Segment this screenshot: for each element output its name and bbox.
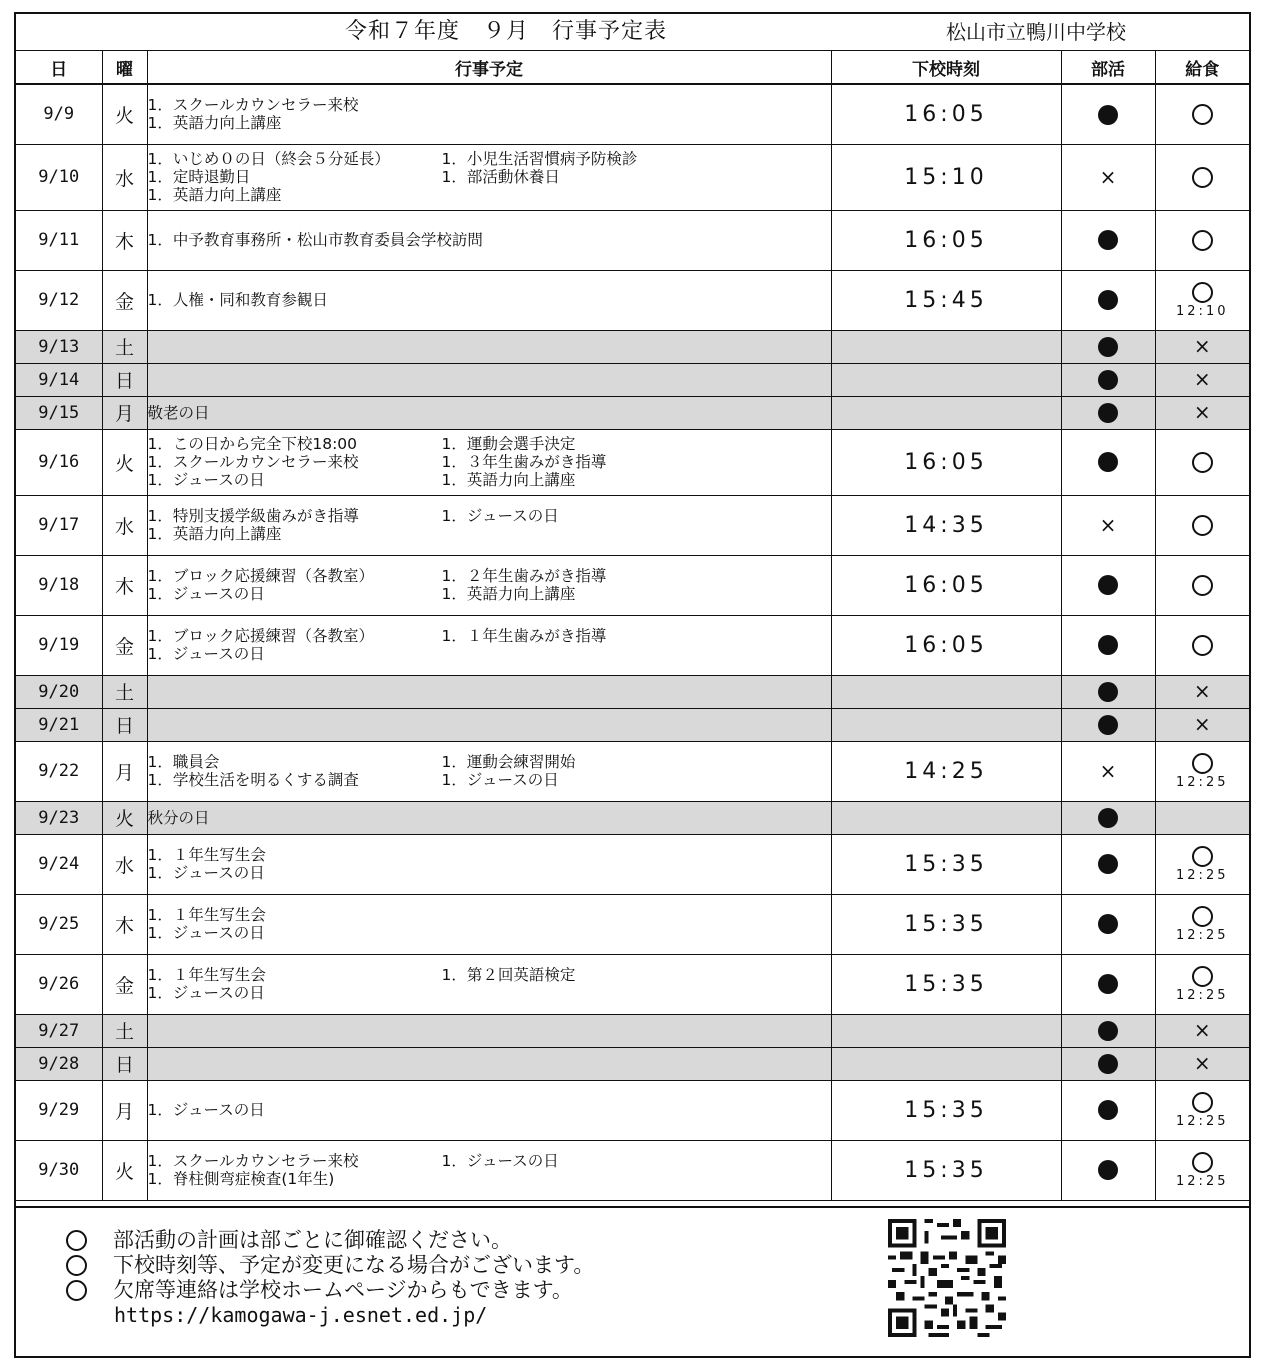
- open-circle-icon: [1192, 104, 1213, 125]
- club-cell: [1061, 1080, 1155, 1140]
- event-item: 1．３年生歯みがき指導: [441, 453, 607, 471]
- club-cell: [1061, 363, 1155, 396]
- event-item: 1．ブロック応援練習（各教室）: [147, 627, 375, 645]
- events-cell: [147, 144, 831, 210]
- filled-circle-icon: [1098, 854, 1118, 874]
- date-cell: 9/25: [16, 894, 102, 954]
- table-row: [16, 495, 1249, 555]
- date-cell: 9/18: [16, 555, 102, 615]
- lunch-time: 12:25: [1176, 928, 1229, 943]
- filled-circle-icon: [1098, 808, 1118, 828]
- event-column: [442, 627, 607, 663]
- date-cell: 9/10: [16, 144, 102, 210]
- filled-circle-icon: [1098, 635, 1118, 655]
- lunch-cell: [1155, 555, 1249, 615]
- notes: [66, 1228, 594, 1328]
- event-column: [148, 627, 398, 663]
- events-cell: [147, 1080, 831, 1140]
- weekday-cell: 金: [102, 270, 147, 330]
- table-row: [16, 396, 1249, 429]
- weekday-cell: 水: [102, 144, 147, 210]
- table-row: [16, 1014, 1249, 1047]
- open-circle-icon: [1192, 167, 1213, 188]
- col-events: 行事予定: [147, 51, 831, 85]
- club-cell: [1061, 210, 1155, 270]
- dismissal-time: 16:05: [831, 210, 1061, 270]
- lunch-cell: [1155, 1047, 1249, 1080]
- dismissal-time: 14:25: [831, 741, 1061, 801]
- event-item: 1．英語力向上講座: [441, 585, 576, 603]
- note-item: 下校時刻等、予定が変更になる場合がございます。: [66, 1253, 594, 1278]
- table-row: [16, 708, 1249, 741]
- event-column: [148, 906, 266, 942]
- event-item: 1．英語力向上講座: [441, 471, 576, 489]
- table-row: [16, 894, 1249, 954]
- date-cell: 9/15: [16, 396, 102, 429]
- lunch-cell: [1155, 708, 1249, 741]
- date-cell: 9/26: [16, 954, 102, 1014]
- filled-circle-icon: [1098, 575, 1118, 595]
- open-circle-icon: [1192, 1152, 1213, 1173]
- dismissal-time: [831, 1014, 1061, 1047]
- open-circle-icon: [1192, 753, 1213, 774]
- dismissal-time: [831, 396, 1061, 429]
- weekday-cell: 土: [102, 675, 147, 708]
- events-cell: [147, 396, 831, 429]
- table-row: [16, 801, 1249, 834]
- filled-circle-icon: [1098, 1160, 1118, 1180]
- event-column: [148, 753, 398, 789]
- schedule-rows: [16, 84, 1249, 1200]
- note-item: 部活動の計画は部ごとに御確認ください。: [66, 1228, 594, 1253]
- note-item: 欠席等連絡は学校ホームページからもできます。: [66, 1278, 594, 1303]
- dismissal-time: [831, 330, 1061, 363]
- event-item: 1．ジュースの日: [441, 1152, 559, 1170]
- event-item: 1．１年生写生会: [147, 906, 266, 924]
- event-column: [442, 1152, 559, 1188]
- event-column: [148, 809, 210, 827]
- lunch-time: 12:25: [1176, 1174, 1229, 1189]
- lunch-cell: [1155, 954, 1249, 1014]
- open-circle-icon: [1192, 966, 1213, 987]
- table-row: [16, 1080, 1249, 1140]
- date-cell: 9/14: [16, 363, 102, 396]
- table-row: [16, 1047, 1249, 1080]
- open-circle-icon: [1192, 575, 1213, 596]
- club-cell: [1061, 615, 1155, 675]
- date-cell: 9/13: [16, 330, 102, 363]
- dismissal-time: 15:35: [831, 1140, 1061, 1200]
- dismissal-time: 15:45: [831, 270, 1061, 330]
- header-row: [16, 51, 1249, 85]
- date-cell: 9/27: [16, 1014, 102, 1047]
- event-item: 1．１年生写生会: [147, 966, 266, 984]
- dismissal-time: 15:10: [831, 144, 1061, 210]
- events-cell: [147, 270, 831, 330]
- weekday-cell: 木: [102, 555, 147, 615]
- event-column: [148, 150, 398, 204]
- table-row: [16, 555, 1249, 615]
- date-cell: 9/21: [16, 708, 102, 741]
- col-dismissal: 下校時刻: [831, 51, 1061, 85]
- filled-circle-icon: [1098, 230, 1118, 250]
- schedule-table: [16, 50, 1249, 1201]
- date-cell: 9/11: [16, 210, 102, 270]
- event-item: 1．１年生写生会: [147, 846, 266, 864]
- lunch-cell: [1155, 330, 1249, 363]
- dismissal-time: 14:35: [831, 495, 1061, 555]
- event-item: 1．英語力向上講座: [147, 525, 282, 543]
- event-column: [148, 231, 483, 249]
- club-cell: [1061, 675, 1155, 708]
- filled-circle-icon: [1098, 403, 1118, 423]
- weekday-cell: 土: [102, 1014, 147, 1047]
- weekday-cell: 木: [102, 894, 147, 954]
- filled-circle-icon: [1098, 452, 1118, 472]
- event-column: [442, 150, 638, 204]
- date-cell: 9/22: [16, 741, 102, 801]
- event-column: [148, 1152, 398, 1188]
- cross-icon: ×: [1099, 758, 1117, 783]
- qr-code-icon[interactable]: [888, 1214, 1006, 1342]
- lunch-cell: [1155, 894, 1249, 954]
- lunch-cell: [1155, 1014, 1249, 1047]
- events-cell: [147, 1047, 831, 1080]
- events-cell: [147, 801, 831, 834]
- club-cell: [1061, 1140, 1155, 1200]
- cross-icon: ×: [1193, 679, 1211, 703]
- dismissal-time: 16:05: [831, 429, 1061, 495]
- lunch-time: 12:25: [1176, 868, 1229, 883]
- open-circle-icon: [1192, 230, 1213, 251]
- event-column: [442, 753, 576, 789]
- dismissal-time: 15:35: [831, 1080, 1061, 1140]
- date-cell: 9/30: [16, 1140, 102, 1200]
- event-item: 敬老の日: [147, 403, 210, 422]
- event-item: 1．ジュースの日: [147, 984, 265, 1002]
- club-cell: [1061, 144, 1155, 210]
- event-item: 1．ジュースの日: [147, 864, 265, 882]
- open-circle-icon: [1192, 515, 1213, 536]
- events-cell: [147, 555, 831, 615]
- table-row: [16, 429, 1249, 495]
- circle-bullet-icon: [66, 1255, 87, 1276]
- filled-circle-icon: [1098, 105, 1118, 125]
- event-column: [148, 966, 398, 1002]
- lunch-cell: [1155, 429, 1249, 495]
- events-cell: [147, 495, 831, 555]
- event-item: 1．スクールカウンセラー来校: [147, 453, 359, 471]
- event-item: 秋分の日: [147, 808, 210, 827]
- event-item: 1．運動会練習開始: [441, 753, 576, 771]
- events-cell: [147, 954, 831, 1014]
- events-cell: [147, 675, 831, 708]
- filled-circle-icon: [1098, 1100, 1118, 1120]
- lunch-cell: [1155, 144, 1249, 210]
- lunch-cell: [1155, 741, 1249, 801]
- club-cell: [1061, 555, 1155, 615]
- cross-icon: ×: [1099, 512, 1117, 537]
- school-name: 松山市立鴨川中学校: [946, 20, 1126, 44]
- club-cell: [1061, 708, 1155, 741]
- event-item: 1．いじめ０の日（終会５分延長）: [147, 150, 390, 168]
- cross-icon: ×: [1193, 1018, 1211, 1042]
- event-item: 1．中予教育事務所・松山市教育委員会学校訪問: [147, 231, 483, 249]
- club-cell: [1061, 270, 1155, 330]
- lunch-cell: [1155, 1080, 1249, 1140]
- event-item: 1．英語力向上講座: [147, 186, 282, 204]
- dismissal-time: [831, 708, 1061, 741]
- event-item: 1．ジュースの日: [441, 771, 559, 789]
- event-column: [148, 404, 210, 422]
- lunch-cell: [1155, 675, 1249, 708]
- weekday-cell: 月: [102, 396, 147, 429]
- dismissal-time: [831, 675, 1061, 708]
- event-item: 1．定時退勤日: [147, 168, 251, 186]
- title-row: [16, 14, 1249, 51]
- event-column: [148, 96, 359, 132]
- table-row: [16, 84, 1249, 144]
- event-column: [442, 507, 559, 543]
- table-row: [16, 954, 1249, 1014]
- weekday-cell: 月: [102, 741, 147, 801]
- events-cell: [147, 894, 831, 954]
- date-cell: 9/20: [16, 675, 102, 708]
- events-cell: [147, 363, 831, 396]
- event-item: 1．ジュースの日: [147, 1101, 265, 1119]
- cross-icon: ×: [1193, 400, 1211, 424]
- club-cell: [1061, 495, 1155, 555]
- events-cell: [147, 1014, 831, 1047]
- open-circle-icon: [1192, 846, 1213, 867]
- lunch-cell: [1155, 84, 1249, 144]
- lunch-cell: [1155, 615, 1249, 675]
- event-item: 1．１年生歯みがき指導: [441, 627, 607, 645]
- club-cell: [1061, 741, 1155, 801]
- event-item: 1．人権・同和教育参観日: [147, 291, 328, 309]
- lunch-cell: [1155, 1140, 1249, 1200]
- weekday-cell: 月: [102, 1080, 147, 1140]
- event-item: 1．学校生活を明るくする調査: [147, 771, 359, 789]
- lunch-time: 12:25: [1176, 775, 1229, 790]
- lunch-time: 12:25: [1176, 988, 1229, 1003]
- club-cell: [1061, 954, 1155, 1014]
- club-cell: [1061, 84, 1155, 144]
- club-cell: [1061, 396, 1155, 429]
- dismissal-time: [831, 1047, 1061, 1080]
- event-item: 1．ジュースの日: [147, 585, 265, 603]
- dismissal-time: 16:05: [831, 84, 1061, 144]
- open-circle-icon: [1192, 282, 1213, 303]
- event-item: 1．この日から完全下校18:00: [147, 435, 358, 453]
- events-cell: [147, 429, 831, 495]
- col-day: 日: [16, 51, 102, 85]
- open-circle-icon: [1192, 1092, 1213, 1113]
- event-item: 1．２年生歯みがき指導: [441, 567, 607, 585]
- dismissal-time: [831, 363, 1061, 396]
- event-item: 1．ジュースの日: [441, 507, 559, 525]
- filled-circle-icon: [1098, 715, 1118, 735]
- filled-circle-icon: [1098, 914, 1118, 934]
- cross-icon: ×: [1193, 1051, 1211, 1075]
- lunch-cell: [1155, 363, 1249, 396]
- event-item: 1．部活動休養日: [441, 168, 560, 186]
- event-item: 1．ブロック応援練習（各教室）: [147, 567, 375, 585]
- event-item: 1．脊柱側弯症検査(1年生): [147, 1170, 335, 1188]
- event-item: 1．ジュースの日: [147, 471, 265, 489]
- date-cell: 9/23: [16, 801, 102, 834]
- filled-circle-icon: [1098, 370, 1118, 390]
- open-circle-icon: [1192, 452, 1213, 473]
- circle-bullet-icon: [66, 1230, 87, 1251]
- date-cell: 9/16: [16, 429, 102, 495]
- weekday-cell: 火: [102, 429, 147, 495]
- weekday-cell: 火: [102, 84, 147, 144]
- circle-bullet-icon: [66, 1280, 87, 1301]
- table-row: [16, 615, 1249, 675]
- date-cell: 9/19: [16, 615, 102, 675]
- table-row: [16, 270, 1249, 330]
- col-weekday: 曜: [102, 51, 147, 85]
- date-cell: 9/9: [16, 84, 102, 144]
- event-column: [148, 567, 398, 603]
- filled-circle-icon: [1098, 1054, 1118, 1074]
- cross-icon: ×: [1193, 334, 1211, 358]
- lunch-time: 12:10: [1176, 304, 1229, 319]
- weekday-cell: 金: [102, 954, 147, 1014]
- events-cell: [147, 84, 831, 144]
- events-cell: [147, 741, 831, 801]
- event-column: [442, 966, 576, 1002]
- table-row: [16, 144, 1249, 210]
- weekday-cell: 火: [102, 1140, 147, 1200]
- event-item: 1．特別支援学級歯みがき指導: [147, 507, 359, 525]
- date-cell: 9/12: [16, 270, 102, 330]
- events-cell: [147, 615, 831, 675]
- event-column: [442, 435, 607, 489]
- date-cell: 9/29: [16, 1080, 102, 1140]
- weekday-cell: 日: [102, 1047, 147, 1080]
- col-lunch: 給食: [1155, 51, 1249, 85]
- table-row: [16, 210, 1249, 270]
- events-cell: [147, 708, 831, 741]
- lunch-cell: [1155, 834, 1249, 894]
- lunch-cell: [1155, 396, 1249, 429]
- dismissal-time: 16:05: [831, 615, 1061, 675]
- table-row: [16, 330, 1249, 363]
- event-column: [442, 567, 607, 603]
- event-column: [148, 1101, 265, 1119]
- table-row: [16, 834, 1249, 894]
- filled-circle-icon: [1098, 1021, 1118, 1041]
- table-row: [16, 1140, 1249, 1200]
- filled-circle-icon: [1098, 290, 1118, 310]
- dismissal-time: 16:05: [831, 555, 1061, 615]
- event-item: 1．運動会選手決定: [441, 435, 576, 453]
- event-item: 1．ジュースの日: [147, 645, 265, 663]
- filled-circle-icon: [1098, 337, 1118, 357]
- club-cell: [1061, 429, 1155, 495]
- events-cell: [147, 1140, 831, 1200]
- weekday-cell: 日: [102, 363, 147, 396]
- dismissal-time: 15:35: [831, 894, 1061, 954]
- cross-icon: ×: [1099, 164, 1117, 189]
- table-row: [16, 675, 1249, 708]
- open-circle-icon: [1192, 906, 1213, 927]
- weekday-cell: 土: [102, 330, 147, 363]
- page-title: 令和７年度 ９月 行事予定表: [344, 19, 667, 44]
- lunch-time: 12:25: [1176, 1114, 1229, 1129]
- dismissal-time: 15:35: [831, 954, 1061, 1014]
- cross-icon: ×: [1193, 367, 1211, 391]
- club-cell: [1061, 801, 1155, 834]
- table-row: [16, 741, 1249, 801]
- event-item: 1．小児生活習慣病予防検診: [441, 150, 638, 168]
- event-column: [148, 291, 328, 309]
- event-column: [148, 846, 266, 882]
- event-item: 1．スクールカウンセラー来校: [147, 96, 359, 115]
- weekday-cell: 火: [102, 801, 147, 834]
- event-item: 1．第２回英語検定: [441, 966, 576, 984]
- club-cell: [1061, 1014, 1155, 1047]
- club-cell: [1061, 894, 1155, 954]
- weekday-cell: 水: [102, 495, 147, 555]
- lunch-cell: [1155, 210, 1249, 270]
- dismissal-time: [831, 801, 1061, 834]
- filled-circle-icon: [1098, 974, 1118, 994]
- filled-circle-icon: [1098, 682, 1118, 702]
- col-club: 部活: [1061, 51, 1155, 85]
- date-cell: 9/17: [16, 495, 102, 555]
- footer: [16, 1206, 1249, 1358]
- cross-icon: ×: [1193, 712, 1211, 736]
- lunch-cell: [1155, 801, 1249, 834]
- event-item: 1．スクールカウンセラー来校: [147, 1152, 359, 1170]
- club-cell: [1061, 330, 1155, 363]
- event-column: [148, 507, 398, 543]
- date-cell: 9/28: [16, 1047, 102, 1080]
- club-cell: [1061, 834, 1155, 894]
- dismissal-time: 15:35: [831, 834, 1061, 894]
- date-cell: 9/24: [16, 834, 102, 894]
- weekday-cell: 木: [102, 210, 147, 270]
- table-row: [16, 363, 1249, 396]
- schedule-sheet: [14, 12, 1251, 1358]
- lunch-cell: [1155, 495, 1249, 555]
- open-circle-icon: [1192, 635, 1213, 656]
- weekday-cell: 水: [102, 834, 147, 894]
- event-column: [148, 435, 398, 489]
- events-cell: [147, 330, 831, 363]
- weekday-cell: 日: [102, 708, 147, 741]
- lunch-cell: [1155, 270, 1249, 330]
- weekday-cell: 金: [102, 615, 147, 675]
- club-cell: [1061, 1047, 1155, 1080]
- events-cell: [147, 210, 831, 270]
- school-url[interactable]: https://kamogawa-j.esnet.ed.jp/: [114, 1303, 488, 1327]
- event-item: 1．職員会: [147, 753, 220, 771]
- events-cell: [147, 834, 831, 894]
- event-item: 1．英語力向上講座: [147, 114, 282, 133]
- event-item: 1．ジュースの日: [147, 924, 265, 942]
